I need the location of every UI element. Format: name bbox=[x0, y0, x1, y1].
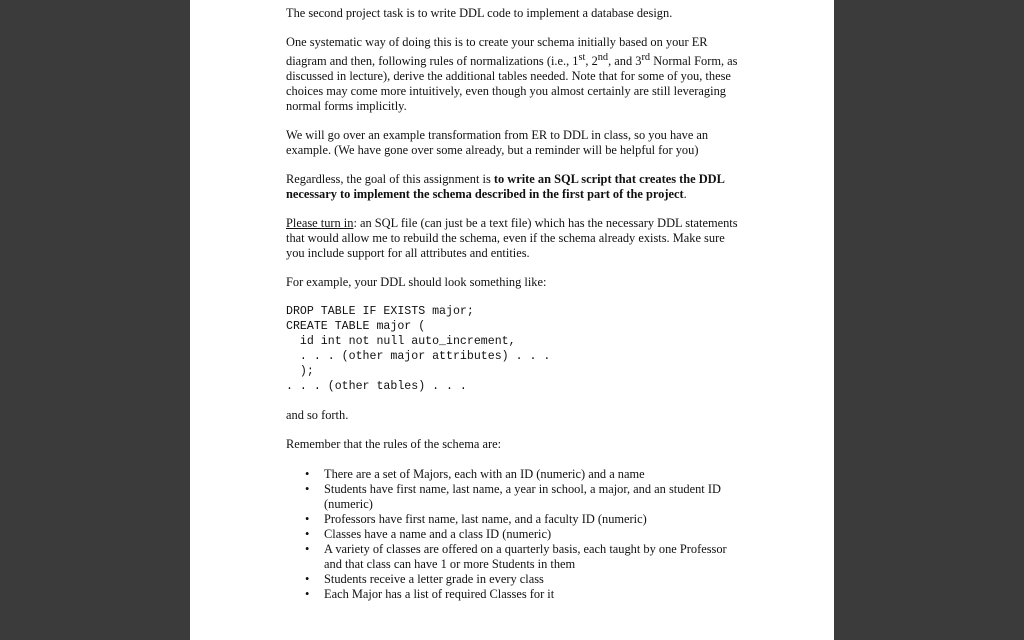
code-line: DROP TABLE IF EXISTS major; bbox=[286, 305, 474, 319]
class-example-paragraph bbox=[286, 128, 746, 158]
turn-in-text: : an SQL file (can just be a text file) which has the necessary DDL statements that would allow me to rebuild the schema, even if the schema already exists. Make sure you include support for all attributes and entities. bbox=[286, 216, 738, 261]
viewer-margin-right bbox=[834, 0, 1024, 640]
so-forth-text: and so forth. bbox=[286, 408, 349, 423]
page-content bbox=[286, 6, 746, 602]
goal-bold-text: to write an SQL script that creates the DDL necessary to implement the schema described in the first part of the project bbox=[286, 172, 725, 202]
approach-text-1: One systematic way of doing this is to create your schema initially based on your ER diagram and then, following rules of normalizations (i.e., 1 bbox=[286, 35, 708, 69]
code-line: . . . (other major attributes) . . . bbox=[286, 350, 551, 364]
turn-in-paragraph bbox=[286, 216, 746, 261]
code-line: id int not null auto_increment, bbox=[286, 335, 516, 349]
list-item: • A variety of classes are offered on a quarterly basis, each taught by one Professor and that class can have 1 or more Students in them bbox=[324, 542, 746, 572]
list-item: • Classes have a name and a class ID (numeric) bbox=[324, 527, 746, 542]
ordinal-superscript: nd bbox=[597, 52, 609, 63]
rules-intro-paragraph bbox=[286, 437, 746, 452]
code-line: ); bbox=[286, 365, 314, 379]
code-line: . . . (other tables) . . . bbox=[286, 380, 467, 394]
code-line: CREATE TABLE major ( bbox=[286, 320, 426, 334]
so-forth-paragraph bbox=[286, 408, 746, 423]
class-example-text: We will go over an example transformation from ER to DDL in class, so you have an example. (We have gone over some already, but a reminder will be helpful for you) bbox=[286, 128, 709, 158]
list-item: • Each Major has a list of required Classes for it bbox=[324, 587, 746, 602]
list-item: • Students receive a letter grade in every class bbox=[324, 572, 746, 587]
ddl-code-block bbox=[286, 304, 746, 394]
ordinal-superscript: st bbox=[578, 52, 586, 63]
intro-paragraph bbox=[286, 6, 746, 21]
list-item: • There are a set of Majors, each with an ID (numeric) and a name bbox=[324, 467, 746, 482]
approach-text-4: Normal Form, as discussed in lecture), derive the additional tables needed. Note that for some of you, these choices may come more intuitively, even though you almost certainly are still leveraging normal forms implicitly. bbox=[286, 54, 738, 114]
example-intro-paragraph bbox=[286, 275, 746, 290]
list-item: • Students have first name, last name, a year in school, a major, and an student ID (numeric) bbox=[324, 482, 746, 512]
approach-paragraph bbox=[286, 35, 746, 114]
intro-text: The second project task is to write DDL code to implement a database design. bbox=[286, 6, 673, 20]
turn-in-label: Please turn in bbox=[286, 216, 354, 231]
goal-paragraph bbox=[286, 172, 746, 202]
approach-text-3: , and 3 bbox=[608, 54, 642, 69]
ordinal-superscript: rd bbox=[641, 52, 651, 63]
example-intro-text: For example, your DDL should look something like: bbox=[286, 275, 547, 290]
viewer-margin-left bbox=[0, 0, 190, 640]
document-page[interactable] bbox=[190, 0, 834, 640]
goal-text: Regardless, the goal of this assignment is bbox=[286, 172, 494, 187]
rules-intro-text: Remember that the rules of the schema are: bbox=[286, 437, 502, 452]
schema-rules-list bbox=[286, 467, 746, 602]
goal-period: . bbox=[683, 187, 687, 202]
list-item: • Professors have first name, last name, and a faculty ID (numeric) bbox=[324, 512, 746, 527]
approach-text-2: , 2 bbox=[585, 54, 598, 69]
